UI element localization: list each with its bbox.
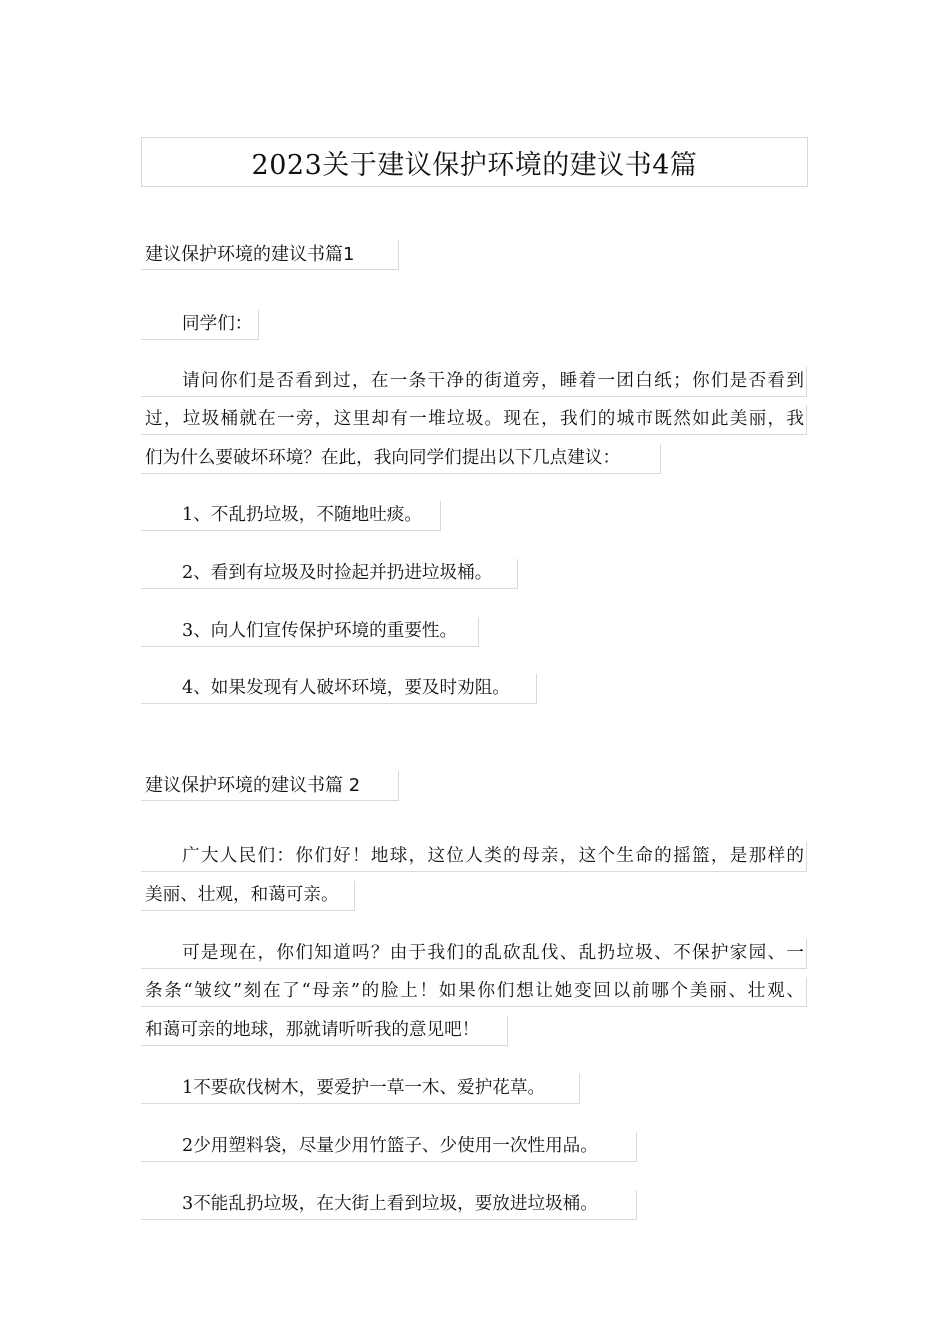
section-1-item-1: 1、不乱扔垃圾，不随地吐痰。 [141, 501, 441, 531]
document-title: 2023关于建议保护环境的建议书4篇 [141, 137, 808, 187]
section-1-paragraph-line-1: 请问你们是否看到过，在一条干净的街道旁，睡着一团白纸；你们是否看到 [141, 367, 807, 397]
section-2-para-2-line-3: 和蔼可亲的地球，那就请听听我的意见吧！ [141, 1016, 508, 1046]
section-1-paragraph-line-2: 过，垃圾桶就在一旁，这里却有一堆垃圾。现在，我们的城市既然如此美丽，我 [141, 405, 807, 435]
section-2-para-2-line-2: 条条“皱纹”刻在了“母亲”的脸上！如果你们想让她变回以前哪个美丽、壮观、 [141, 977, 807, 1007]
section-1-item-3: 3、向人们宣传保护环境的重要性。 [141, 617, 479, 647]
section-1-item-4: 4、如果发现有人破坏环境，要及时劝阻。 [141, 674, 537, 704]
section-1-item-2: 2、看到有垃圾及时捡起并扔进垃圾桶。 [141, 559, 518, 589]
section-2-item-1: 1不要砍伐树木，要爱护一草一木、爱护花草。 [141, 1074, 580, 1104]
section-2-para-1-line-2: 美丽、壮观，和蔼可亲。 [141, 881, 355, 911]
section-2-item-3: 3不能乱扔垃圾，在大街上看到垃圾，要放进垃圾桶。 [141, 1190, 637, 1220]
section-1-greeting: 同学们： [141, 310, 259, 340]
section-2-para-2-line-1: 可是现在，你们知道吗？由于我们的乱砍乱伐、乱扔垃圾、不保护家园、一 [141, 939, 807, 969]
section-1-paragraph-line-3: 们为什么要破坏环境？在此，我向同学们提出以下几点建议： [141, 444, 661, 474]
section-2-para-1-line-1: 广大人民们：你们好！地球，这位人类的母亲，这个生命的摇篮，是那样的 [141, 842, 807, 872]
section-2-item-2: 2少用塑料袋，尽量少用竹篮子、少使用一次性用品。 [141, 1132, 637, 1162]
section-2-heading: 建议保护环境的建议书篇 2 [141, 771, 399, 801]
section-1-heading: 建议保护环境的建议书篇1 [141, 240, 399, 270]
